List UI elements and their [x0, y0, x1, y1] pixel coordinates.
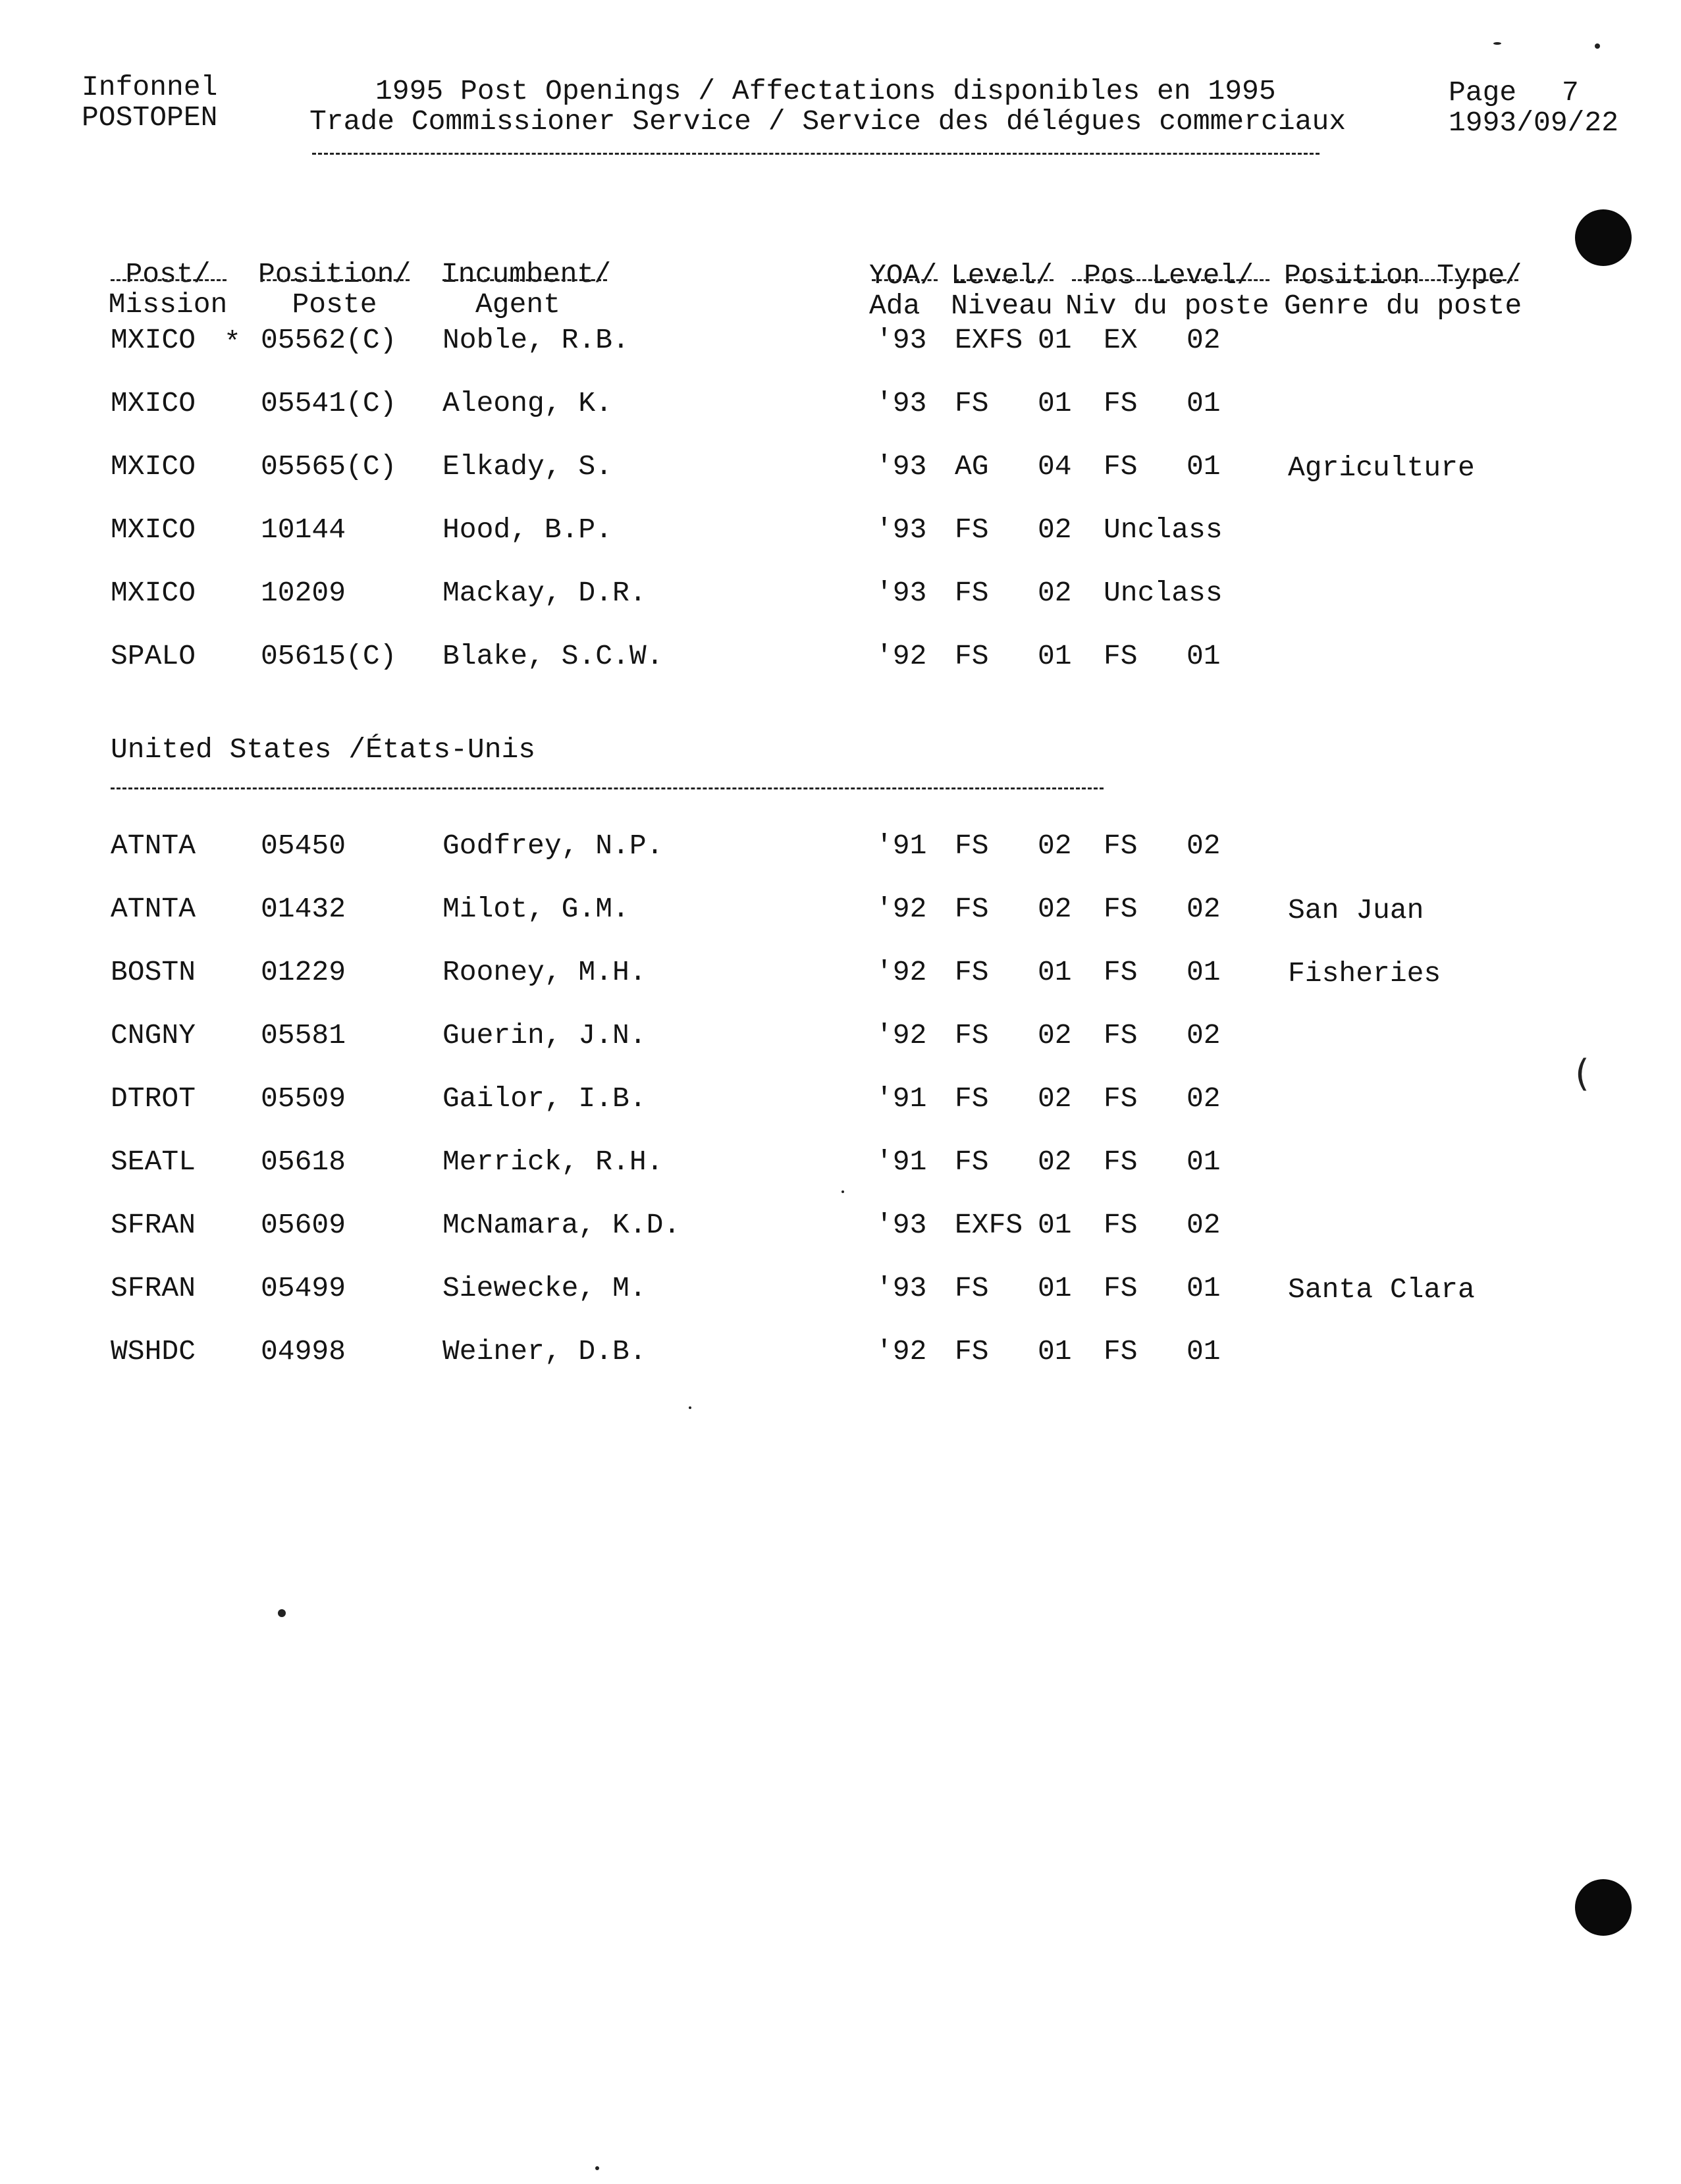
position-cell: 01432	[261, 893, 346, 925]
margin-mark: (	[1575, 1052, 1589, 1095]
post-cell: MXICO	[111, 450, 196, 483]
system-name: Infonnel	[82, 71, 218, 103]
incumbent-cell: Weiner, D.B.	[442, 1335, 647, 1368]
pos-level-cell: FS	[1104, 387, 1138, 419]
position-cell: 01229	[261, 956, 346, 988]
incumbent-cell: Siewecke, M.	[442, 1272, 647, 1304]
type-cell: San Juan	[1288, 894, 1424, 926]
speck	[1595, 43, 1600, 49]
col-incumbent-header: Incumbent/ Agent	[441, 258, 612, 321]
yoa-cell: '93	[876, 387, 927, 419]
pos-level-cell: FS	[1104, 1146, 1138, 1178]
pos-level-num-cell: 01	[1187, 1335, 1221, 1368]
yoa-cell: '93	[876, 577, 927, 609]
level-cell: FS	[955, 1019, 989, 1052]
pos-level-num-cell: 01	[1187, 956, 1221, 988]
level-num-cell: 01	[1038, 387, 1072, 419]
level-cell: FS	[955, 387, 989, 419]
speck	[278, 1609, 286, 1617]
col-post-header: Post/ Mission	[108, 258, 228, 321]
page-label: Page	[1449, 76, 1517, 109]
pos-level-cell: FS	[1104, 450, 1138, 483]
col-rule	[442, 279, 607, 281]
level-num-cell: 02	[1038, 1082, 1072, 1115]
post-cell: WSHDC	[111, 1335, 196, 1368]
level-cell: FS	[955, 640, 989, 672]
col-yoa-header: YOA/ Ada	[869, 259, 938, 322]
yoa-cell: '93	[876, 1209, 927, 1241]
position-cell: 05581	[261, 1019, 346, 1052]
col-rule	[955, 279, 1054, 281]
incumbent-cell: Gailor, I.B.	[442, 1082, 647, 1115]
pos-level-cell: FS	[1104, 830, 1138, 862]
report-code: POSTOPEN	[82, 101, 218, 134]
position-cell: 05562(C)	[261, 324, 397, 356]
post-cell: MXICO	[111, 514, 196, 546]
incumbent-cell: Aleong, K.	[442, 387, 613, 419]
level-cell: FS	[955, 577, 989, 609]
pos-level-num-cell: 02	[1187, 1082, 1221, 1115]
pos-level-cell: Unclass	[1104, 577, 1223, 609]
yoa-cell: '92	[876, 1019, 927, 1052]
pos-level-cell: FS	[1104, 1082, 1138, 1115]
pos-level-cell: FS	[1104, 1019, 1138, 1052]
pos-level-num-cell: 02	[1187, 893, 1221, 925]
level-num-cell: 04	[1038, 450, 1072, 483]
pos-level-cell: FS	[1104, 1272, 1138, 1304]
position-cell: 05618	[261, 1146, 346, 1178]
level-cell: EXFS	[955, 324, 1023, 356]
pos-level-cell: EX	[1104, 324, 1138, 356]
level-cell: FS	[955, 514, 989, 546]
yoa-cell: '92	[876, 893, 927, 925]
position-cell: 05541(C)	[261, 387, 397, 419]
incumbent-cell: Blake, S.C.W.	[442, 640, 664, 672]
speck	[1493, 42, 1501, 45]
col-rule	[872, 279, 938, 281]
incumbent-cell: Noble, R.B.	[442, 324, 629, 356]
level-num-cell: 01	[1038, 1209, 1072, 1241]
post-cell: DTROT	[111, 1082, 196, 1115]
type-cell: Santa Clara	[1288, 1273, 1475, 1306]
yoa-cell: '91	[876, 1082, 927, 1115]
position-cell: 05509	[261, 1082, 346, 1115]
level-num-cell: 02	[1038, 1146, 1072, 1178]
speck	[595, 2166, 599, 2170]
position-cell: 05499	[261, 1272, 346, 1304]
level-num-cell: 01	[1038, 956, 1072, 988]
pos-level-num-cell: 01	[1187, 387, 1221, 419]
incumbent-cell: Merrick, R.H.	[442, 1146, 664, 1178]
level-num-cell: 02	[1038, 514, 1072, 546]
marker-cell: *	[224, 327, 241, 359]
yoa-cell: '92	[876, 956, 927, 988]
post-cell: SPALO	[111, 640, 196, 672]
post-cell: ATNTA	[111, 830, 196, 862]
level-num-cell: 01	[1038, 1272, 1072, 1304]
yoa-cell: '92	[876, 640, 927, 672]
level-num-cell: 02	[1038, 830, 1072, 862]
pos-level-num-cell: 02	[1187, 324, 1221, 356]
pos-level-cell: FS	[1104, 640, 1138, 672]
col-type-header: Position Type/ Genre du poste	[1284, 259, 1522, 322]
incumbent-cell: Rooney, M.H.	[442, 956, 647, 988]
pos-level-cell: FS	[1104, 1335, 1138, 1368]
binder-hole-bottom	[1575, 1879, 1632, 1936]
level-cell: FS	[955, 1335, 989, 1368]
level-num-cell: 02	[1038, 577, 1072, 609]
level-cell: FS	[955, 956, 989, 988]
yoa-cell: '92	[876, 1335, 927, 1368]
post-cell: SFRAN	[111, 1209, 196, 1241]
col-rule	[111, 279, 227, 281]
pos-level-cell: Unclass	[1104, 514, 1223, 546]
report-date: 1993/09/22	[1449, 107, 1619, 139]
level-cell: FS	[955, 1082, 989, 1115]
incumbent-cell: Hood, B.P.	[442, 514, 613, 546]
report-title: 1995 Post Openings / Affectations disponibles en 1995	[375, 75, 1276, 107]
level-num-cell: 01	[1038, 640, 1072, 672]
position-cell: 05565(C)	[261, 450, 397, 483]
yoa-cell: '93	[876, 1272, 927, 1304]
position-cell: 05450	[261, 830, 346, 862]
level-cell: FS	[955, 830, 989, 862]
report-subtitle: Trade Commissioner Service / Service des délégues commerciaux	[309, 105, 1347, 138]
level-cell: FS	[955, 1272, 989, 1304]
yoa-cell: '93	[876, 324, 927, 356]
yoa-cell: '91	[876, 830, 927, 862]
col-rule	[261, 279, 410, 281]
col-pos-level-header: Pos Level/ Niv du poste	[1065, 259, 1269, 322]
pos-level-num-cell: 02	[1187, 1019, 1221, 1052]
pos-level-num-cell: 01	[1187, 1146, 1221, 1178]
yoa-cell: '93	[876, 450, 927, 483]
level-num-cell: 02	[1038, 1019, 1072, 1052]
pos-level-num-cell: 02	[1187, 830, 1221, 862]
post-cell: MXICO	[111, 577, 196, 609]
speck	[689, 1406, 691, 1409]
section-rule	[111, 787, 1104, 789]
incumbent-cell: Mackay, D.R.	[442, 577, 647, 609]
post-cell: SEATL	[111, 1146, 196, 1178]
col-position-header: Position/ Poste	[258, 258, 412, 321]
level-num-cell: 01	[1038, 1335, 1072, 1368]
pos-level-num-cell: 01	[1187, 450, 1221, 483]
page-number: 7	[1562, 76, 1579, 109]
incumbent-cell: Godfrey, N.P.	[442, 830, 664, 862]
position-cell: 05609	[261, 1209, 346, 1241]
col-rule	[1288, 279, 1518, 281]
pos-level-num-cell: 01	[1187, 640, 1221, 672]
level-cell: FS	[955, 1146, 989, 1178]
col-level-header: Level/ Niveau	[951, 259, 1053, 322]
position-cell: 05615(C)	[261, 640, 397, 672]
speck	[841, 1190, 844, 1193]
header-rule	[312, 153, 1320, 155]
post-cell: MXICO	[111, 324, 196, 356]
pos-level-cell: FS	[1104, 1209, 1138, 1241]
post-cell: BOSTN	[111, 956, 196, 988]
binder-hole-top	[1575, 209, 1632, 266]
position-cell: 10209	[261, 577, 346, 609]
post-cell: MXICO	[111, 387, 196, 419]
yoa-cell: '93	[876, 514, 927, 546]
post-cell: CNGNY	[111, 1019, 196, 1052]
level-cell: AG	[955, 450, 989, 483]
level-cell: FS	[955, 893, 989, 925]
level-num-cell: 02	[1038, 893, 1072, 925]
position-cell: 04998	[261, 1335, 346, 1368]
incumbent-cell: Milot, G.M.	[442, 893, 629, 925]
incumbent-cell: Elkady, S.	[442, 450, 613, 483]
pos-level-cell: FS	[1104, 956, 1138, 988]
section-title: United States /États-Unis	[111, 733, 536, 766]
position-cell: 10144	[261, 514, 346, 546]
post-cell: ATNTA	[111, 893, 196, 925]
yoa-cell: '91	[876, 1146, 927, 1178]
pos-level-cell: FS	[1104, 893, 1138, 925]
type-cell: Fisheries	[1288, 957, 1441, 990]
col-rule	[1072, 279, 1269, 281]
incumbent-cell: McNamara, K.D.	[442, 1209, 681, 1241]
level-cell: EXFS	[955, 1209, 1023, 1241]
pos-level-num-cell: 01	[1187, 1272, 1221, 1304]
type-cell: Agriculture	[1288, 452, 1475, 484]
post-cell: SFRAN	[111, 1272, 196, 1304]
level-num-cell: 01	[1038, 324, 1072, 356]
incumbent-cell: Guerin, J.N.	[442, 1019, 647, 1052]
pos-level-num-cell: 02	[1187, 1209, 1221, 1241]
